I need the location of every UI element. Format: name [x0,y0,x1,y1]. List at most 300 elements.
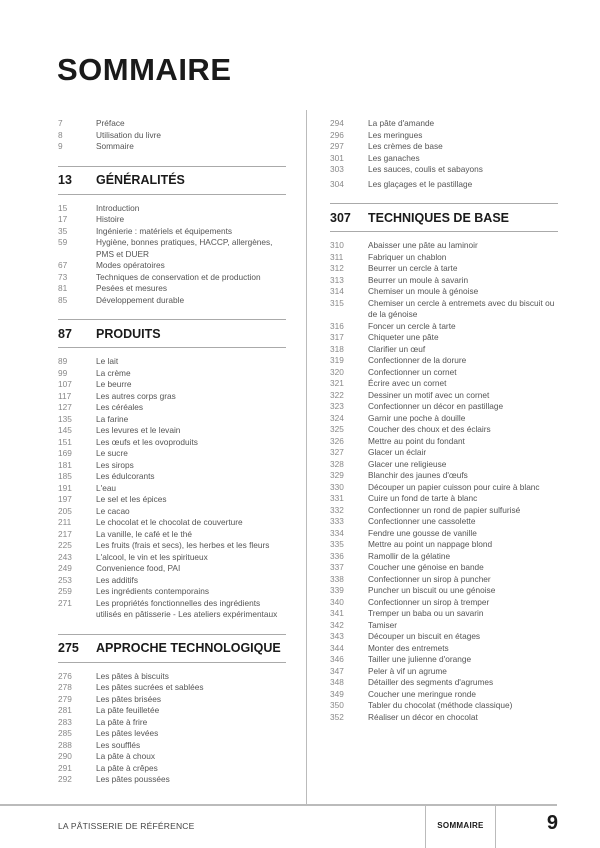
toc-entry [58,740,286,752]
toc-entry [330,367,558,379]
toc-entry [330,631,558,643]
entry-page-number: 323 [330,401,344,411]
entry-page-number: 107 [58,379,72,389]
entry-page-number: 291 [58,762,72,773]
entry-page-number: 335 [330,539,344,549]
entry-page-number: 337 [330,562,344,572]
entry-title: Glacer une religieuse [368,458,447,469]
entry-page-number: 297 [330,141,344,151]
toc-entry [58,260,286,272]
entry-page-number: 127 [58,402,72,412]
entry-title: Monter des entremets [368,642,449,653]
toc-entry [58,483,286,495]
entry-page-number: 312 [330,263,344,273]
entry-title: La pâte d'amande [368,118,435,128]
column-divider [306,110,307,804]
entry-page-number: 347 [330,665,344,676]
entry-title: Confectionner un décor en pastillage [368,401,504,411]
entry-page-number: 349 [330,688,344,699]
toc-entry [58,763,286,775]
toc-entry [330,666,558,678]
toc-section [58,166,286,307]
toc-section [330,203,558,723]
entry-title: Les meringues [368,129,423,140]
entry-title: Peler à vif un agrume [368,665,447,676]
toc-entry [330,470,558,482]
entry-page-number: 283 [58,716,72,727]
entry-page-number: 205 [58,505,72,516]
toc-entry [330,252,558,264]
toc-entry [58,130,286,142]
entry-page-number: 253 [58,574,72,585]
toc-entry [58,295,286,307]
entry-page-number: 197 [58,494,72,504]
entry-page-number: 324 [330,412,344,423]
toc-entry [330,153,558,165]
entry-page-number: 303 [330,164,344,174]
entry-title: Blanchir des jaunes d'œufs [368,470,468,480]
entry-title: Les levures et le levain [96,425,181,435]
entry-title: L'eau [96,482,117,493]
entry-title: Coucher des choux et des éclairs [368,424,491,434]
toc-entry [330,654,558,666]
entry-title: Confectionner un sirop à tremper [368,596,490,607]
toc-entry [58,774,286,786]
toc-entry [330,700,558,712]
entry-page-number: 328 [330,458,344,469]
entry-page-number: 191 [58,482,72,493]
entry-page-number: 225 [58,540,72,550]
footer-page-number: 9 [546,812,558,834]
section-title: APPROCHE TECHNOLOGIQUE [96,641,281,655]
entry-title: Fendre une gousse de vanille [368,527,477,538]
entry-page-number: 350 [330,700,344,710]
toc-entry [58,540,286,552]
toc-list [330,232,558,723]
entry-page-number: 325 [330,424,344,434]
section-header [58,320,286,348]
toc-entry [58,682,286,694]
toc-section [58,319,286,621]
toc-entry [58,586,286,598]
toc-entry [330,332,558,344]
entry-title: Confectionner un cornet [368,366,457,377]
entry-page-number: 8 [58,129,63,140]
toc-entry [330,141,558,153]
entry-title: Détailler des segments d'agrumes [368,677,494,687]
entry-page-number: 333 [330,516,344,526]
entry-title: Les ganaches [368,152,420,163]
toc-entry [58,460,286,472]
toc-entry [58,402,286,414]
toc-entry [330,164,558,176]
toc-entry [330,689,558,701]
entry-title: Tailler une julienne d'orange [368,654,472,664]
entry-page-number: 7 [58,118,63,128]
toc-entry [330,608,558,620]
entry-title: Les soufflés [96,739,141,750]
entry-title: Le chocolat et le chocolat de couverture [96,517,243,527]
entry-title: La vanille, le café et le thé [96,528,192,539]
entry-page-number: 211 [58,517,72,527]
toc-entry [330,130,558,142]
section-header [330,204,558,232]
entry-page-number: 352 [330,711,344,722]
entry-title: Utilisation du livre [96,129,162,140]
entry-title: Découper un papier cuisson pour cuire à blanc [368,481,540,492]
toc-entry [58,563,286,575]
toc-entry [330,585,558,597]
toc-entry [58,598,286,621]
entry-page-number: 315 [330,297,344,308]
toc-list [58,663,286,786]
entry-page-number: 319 [330,355,344,365]
toc-entry [330,436,558,448]
toc-entry [330,459,558,471]
entry-page-number: 73 [58,271,68,282]
entry-page-number: 279 [58,693,72,704]
toc-entry [58,705,286,717]
entry-title: Abaisser une pâte au laminoir [368,240,478,250]
entry-title: Confectionner de la dorure [368,355,467,365]
section-page-number: 13 [58,173,72,187]
entry-page-number: 334 [330,527,344,538]
entry-page-number: 316 [330,320,344,331]
footer-book-title: LA PÂTISSERIE DE RÉFÉRENCE [58,821,195,831]
toc-list [330,118,558,190]
entry-page-number: 321 [330,378,344,388]
entry-page-number: 343 [330,631,344,641]
entry-title: Le beurre [96,379,132,389]
section-header [58,635,286,663]
toc-entry [58,379,286,391]
entry-page-number: 9 [58,141,63,151]
toc-entry [330,620,558,632]
toc-entry [58,517,286,529]
entry-page-number: 332 [330,504,344,515]
entry-page-number: 59 [58,237,68,247]
toc-entry [330,355,558,367]
entry-page-number: 290 [58,751,72,761]
toc-entry [58,141,286,153]
entry-page-number: 151 [58,436,72,447]
entry-title: Chiqueter une pâte [368,332,439,342]
entry-page-number: 117 [58,390,72,401]
entry-page-number: 292 [58,774,72,784]
toc-entry [330,482,558,494]
entry-title: Écrire avec un cornet [368,378,447,388]
toc-left-column [58,118,286,786]
entry-title: Dessiner un motif avec un cornet [368,389,490,400]
entry-page-number: 301 [330,152,344,163]
toc-entry [58,272,286,284]
toc-entry [58,448,286,460]
entry-page-number: 259 [58,586,72,596]
entry-page-number: 341 [330,608,344,618]
toc-entry [58,283,286,295]
toc-entry [330,493,558,505]
entry-title: Confectionner un rond de papier sulfurisé [368,504,521,515]
entry-page-number: 217 [58,528,72,539]
toc-right-column [330,118,558,723]
entry-title: Tremper un baba ou un savarin [368,608,484,618]
entry-page-number: 340 [330,596,344,607]
entry-title: La farine [96,413,129,424]
entry-page-number: 135 [58,413,72,424]
entry-title: Tabler du chocolat (méthode classique) [368,700,513,710]
toc-entry [330,528,558,540]
toc-entry [58,368,286,380]
toc-entry [58,728,286,740]
toc-entry [58,671,286,683]
toc-entry [330,413,558,425]
toc-entry [58,237,286,260]
entry-title: Les sirops [96,459,134,470]
entry-page-number: 313 [330,274,344,285]
entry-page-number: 331 [330,493,344,503]
entry-page-number: 314 [330,286,344,296]
toc-entry [330,240,558,252]
section-page-number: 275 [58,641,79,655]
entry-page-number: 249 [58,563,72,573]
entry-page-number: 339 [330,585,344,595]
entry-title: Les céréales [96,402,144,412]
entry-title: Préface [96,118,125,128]
entry-title: Modes opératoires [96,260,165,270]
footer-section-name: SOMMAIRE [437,821,484,830]
footer-divider-vertical [495,804,496,848]
entry-page-number: 344 [330,642,344,653]
entry-title: Ingénierie : matériels et équipements [96,225,233,236]
toc-entry [330,539,558,551]
entry-title: Glacer un éclair [368,447,427,457]
entry-title: Coucher une génoise en bande [368,562,484,572]
entry-page-number: 294 [330,118,344,128]
entry-title: Coucher une meringue ronde [368,688,476,699]
entry-title: La pâte à choux [96,751,156,761]
toc-entry [58,356,286,368]
toc-entry [330,401,558,413]
toc-entry [330,286,558,298]
entry-title: Développement durable [96,294,185,305]
toc-entry [58,471,286,483]
section-title: GÉNÉRALITÉS [96,173,185,187]
toc-entry [330,551,558,563]
entry-page-number: 327 [330,447,344,457]
entry-page-number: 296 [330,129,344,140]
entry-title: Puncher un biscuit ou une génoise [368,585,496,595]
entry-page-number: 145 [58,425,72,435]
toc-entry [58,494,286,506]
entry-title: Les sauces, coulis et sabayons [368,164,483,174]
entry-title: Histoire [96,214,125,224]
entry-page-number: 169 [58,448,72,458]
entry-title: Les additifs [96,574,138,585]
toc-entry [58,529,286,541]
section-page-number: 87 [58,326,72,341]
page-title: SOMMAIRE [57,52,232,87]
toc-entry [330,505,558,517]
entry-title: Les pâtes sucrées et sablées [96,682,204,692]
toc-entry [330,263,558,275]
entry-title: Les pâtes levées [96,728,159,738]
entry-title: La pâte feuilletée [96,705,160,715]
entry-title: Chemiser un cercle à entremets avec du biscuit ou de la génoise [368,297,555,319]
toc-entry [58,575,286,587]
entry-page-number: 243 [58,551,72,562]
entry-title: Les glaçages et le pastillage [368,178,473,189]
toc-entry [58,717,286,729]
entry-title: Le sucre [96,448,128,458]
toc-entry [330,390,558,402]
entry-title: Garnir une poche à douille [368,412,466,423]
entry-title: Techniques de conservation et de production [96,271,261,282]
entry-page-number: 317 [330,332,344,342]
toc-entry [330,424,558,436]
entry-title: Les crèmes de base [368,141,443,151]
entry-title: Les fruits (frais et secs), les herbes et les fleurs [96,540,270,550]
entry-title: Le cacao [96,505,130,516]
entry-title: Les autres corps gras [96,390,176,401]
entry-page-number: 329 [330,470,344,480]
entry-title: Confectionner une cassolette [368,516,476,526]
entry-title: Pesées et mesures [96,283,168,293]
entry-title: Découper un biscuit en étages [368,631,481,641]
section-page-number: 307 [330,210,351,225]
toc-entry [58,506,286,518]
entry-title: Foncer un cercle à tarte [368,320,456,331]
entry-title: Sommaire [96,141,134,151]
entry-page-number: 281 [58,705,72,715]
entry-title: Les pâtes poussées [96,774,170,784]
toc-entry [58,391,286,403]
toc-entry [330,179,558,191]
entry-page-number: 276 [58,670,72,681]
toc-list [58,348,286,621]
toc-entry [330,562,558,574]
toc-entry [330,597,558,609]
entry-page-number: 35 [58,225,68,236]
toc-list [58,118,286,153]
entry-page-number: 326 [330,435,344,446]
entry-title: Les œufs et les ovoproduits [96,436,198,447]
entry-title: Ramollir de la gélatine [368,550,451,561]
entry-page-number: 342 [330,619,344,630]
toc-entry [58,226,286,238]
toc-entry [330,275,558,287]
entry-title: La pâte à frire [96,716,148,727]
entry-page-number: 320 [330,366,344,377]
toc-list [58,195,286,307]
toc-entry [58,118,286,130]
entry-page-number: 322 [330,389,344,400]
entry-page-number: 278 [58,682,72,692]
entry-page-number: 271 [58,597,72,608]
toc-entry [58,214,286,226]
entry-page-number: 346 [330,654,344,664]
entry-title: Beurrer un cercle à tarte [368,263,458,273]
toc-entry [330,677,558,689]
entry-title: Fabriquer un chablon [368,251,447,262]
toc-entry [330,574,558,586]
entry-page-number: 285 [58,728,72,738]
toc-entry [330,344,558,356]
entry-title: Tamiser [368,619,398,630]
entry-title: Clarifier un œuf [368,343,426,354]
toc-entry [58,751,286,763]
entry-title: Mettre au point un nappage blond [368,539,493,549]
entry-title: Confectionner un sirop à puncher [368,573,491,584]
toc-entry [330,712,558,724]
entry-page-number: 15 [58,202,68,213]
entry-title: La pâte à crêpes [96,762,158,773]
entry-title: Mettre au point du fondant [368,435,465,446]
entry-page-number: 185 [58,471,72,481]
entry-title: Convenience food, PAI [96,563,181,573]
entry-page-number: 181 [58,459,72,470]
toc-entry [58,694,286,706]
toc-entry [330,447,558,459]
entry-title: Le sel et les épices [96,494,167,504]
entry-page-number: 89 [58,356,68,366]
section-title: TECHNIQUES DE BASE [368,210,509,225]
toc-entry [58,552,286,564]
entry-title: Les édulcorants [96,471,155,481]
entry-page-number: 99 [58,367,68,378]
entry-page-number: 81 [58,283,68,293]
section-title: PRODUITS [96,326,161,341]
entry-page-number: 288 [58,739,72,750]
entry-title: Hygiène, bonnes pratiques, HACCP, allergènes, PMS et DUER [96,237,273,259]
entry-page-number: 330 [330,481,344,492]
entry-page-number: 304 [330,178,344,189]
entry-title: Cuire un fond de tarte à blanc [368,493,478,503]
entry-title: Le lait [96,356,119,366]
entry-title: Les ingrédients contemporains [96,586,209,596]
entry-page-number: 336 [330,550,344,561]
entry-page-number: 318 [330,343,344,354]
entry-title: Les propriétés fonctionnelles des ingrédients utilisés en pâtisserie - Les ateliers expérimentaux [96,597,278,619]
toc-entry [58,203,286,215]
toc-entry [58,414,286,426]
entry-page-number: 310 [330,240,344,250]
toc-entry [330,516,558,528]
entry-page-number: 311 [330,251,344,262]
toc-entry [330,321,558,333]
entry-title: Chemiser un moule à génoise [368,286,479,296]
entry-title: Les pâtes brisées [96,693,162,704]
entry-page-number: 17 [58,214,68,224]
entry-title: La crème [96,367,131,378]
entry-page-number: 85 [58,294,68,305]
entry-title: L'alcool, le vin et les spiritueux [96,551,208,562]
entry-title: Les pâtes à biscuits [96,670,169,681]
entry-page-number: 348 [330,677,344,687]
entry-title: Réaliser un décor en chocolat [368,711,478,722]
footer-divider [0,804,557,806]
toc-entry [330,118,558,130]
entry-title: Beurrer un moule à savarin [368,274,469,285]
section-header [58,167,286,195]
toc-section [58,634,286,786]
toc-entry [58,425,286,437]
toc-entry [58,437,286,449]
entry-title: Introduction [96,202,140,213]
toc-entry [330,378,558,390]
toc-entry [330,643,558,655]
toc-entry [330,298,558,321]
entry-page-number: 67 [58,260,68,270]
